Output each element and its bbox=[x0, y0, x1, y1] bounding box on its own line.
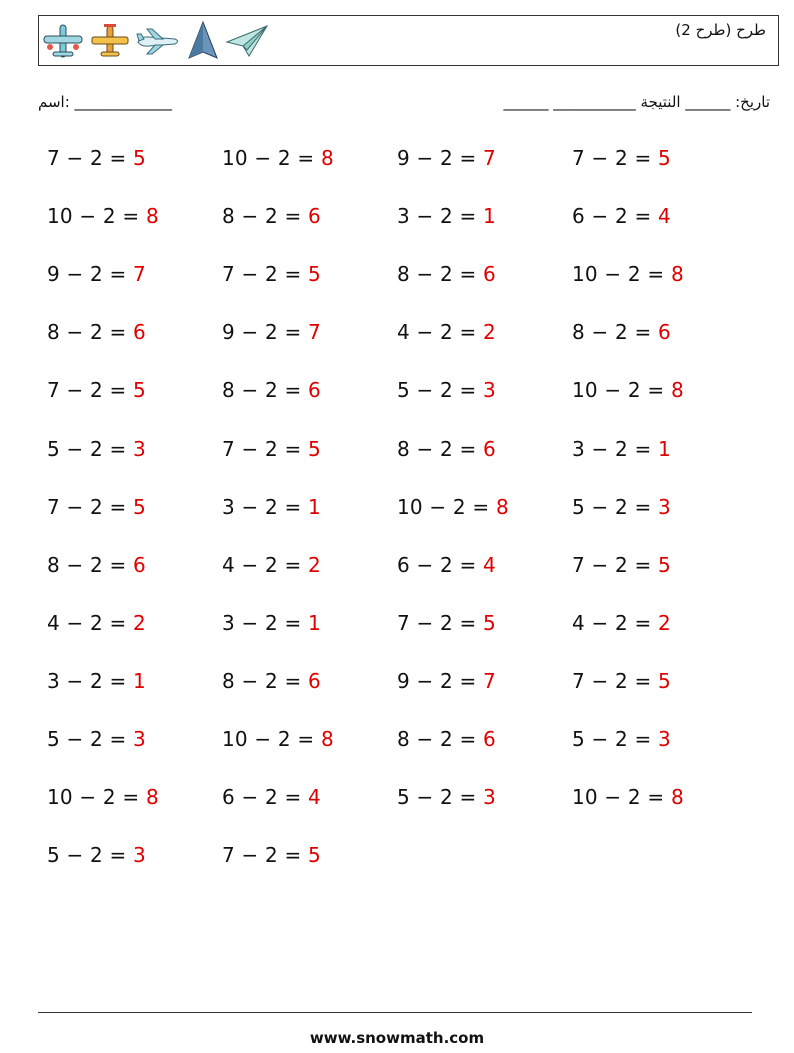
subtraction-problem bbox=[47, 553, 146, 577]
problem-answer: 6 bbox=[133, 320, 146, 345]
problem-answer: 5 bbox=[483, 610, 496, 635]
problem-expression: 3 − 2 = bbox=[572, 436, 652, 461]
problem-expression: 7 − 2 = bbox=[572, 552, 652, 577]
subtraction-problem bbox=[572, 727, 671, 751]
problem-expression: 8 − 2 = bbox=[397, 262, 477, 287]
problem-answer: 8 bbox=[145, 785, 159, 810]
subtraction-problem bbox=[397, 727, 496, 751]
problem-expression: 6 − 2 = bbox=[222, 785, 302, 810]
problem-expression: 3 − 2 = bbox=[222, 610, 302, 635]
problem-expression: 8 − 2 = bbox=[397, 436, 477, 461]
problem-expression: 6 − 2 = bbox=[572, 204, 652, 229]
subtraction-problem bbox=[222, 727, 334, 751]
problem-expression: 10 − 2 = bbox=[47, 204, 140, 229]
problem-expression: 8 − 2 = bbox=[47, 552, 127, 577]
footer-website: www.snowmath.com bbox=[309, 1029, 485, 1047]
problem-expression: 8 − 2 = bbox=[222, 378, 302, 403]
problem-expression: 5 − 2 = bbox=[572, 494, 652, 519]
problem-expression: 10 − 2 = bbox=[397, 494, 490, 519]
problem-answer: 8 bbox=[145, 204, 159, 229]
problem-expression: 7 − 2 = bbox=[222, 262, 302, 287]
stealth-jet-icon bbox=[186, 20, 220, 62]
problem-answer: 7 bbox=[483, 146, 496, 170]
subtraction-problem bbox=[222, 495, 321, 519]
problem-expression: 7 − 2 = bbox=[222, 436, 302, 461]
subtraction-problem bbox=[397, 611, 496, 635]
problem-answer: 5 bbox=[308, 262, 321, 287]
subtraction-problem bbox=[222, 146, 334, 170]
problem-expression: 10 − 2 = bbox=[47, 785, 140, 810]
subtraction-problem bbox=[47, 611, 146, 635]
date-score-field-label: تاريخ: ______ النتيجة ___________ ______ bbox=[503, 93, 770, 111]
problem-answer: 5 bbox=[658, 146, 671, 170]
problem-answer: 3 bbox=[133, 843, 146, 868]
jet-plane-icon bbox=[135, 22, 181, 60]
subtraction-problem bbox=[222, 553, 321, 577]
problem-answer: 5 bbox=[133, 378, 146, 403]
problem-answer: 1 bbox=[658, 436, 671, 461]
subtraction-problem bbox=[222, 785, 321, 809]
subtraction-problem bbox=[47, 727, 146, 751]
problem-answer: 8 bbox=[320, 146, 334, 170]
problem-answer: 6 bbox=[483, 262, 496, 287]
problem-expression: 8 − 2 = bbox=[572, 320, 652, 345]
problem-expression: 5 − 2 = bbox=[47, 436, 127, 461]
problem-expression: 8 − 2 = bbox=[222, 668, 302, 693]
problem-answer: 2 bbox=[483, 320, 496, 345]
subtraction-problem bbox=[572, 204, 671, 228]
problem-expression: 4 − 2 = bbox=[397, 320, 477, 345]
problem-answer: 3 bbox=[483, 378, 496, 403]
problem-answer: 6 bbox=[308, 204, 321, 229]
problem-expression: 3 − 2 = bbox=[222, 494, 302, 519]
problem-answer: 6 bbox=[483, 436, 496, 461]
problem-expression: 9 − 2 = bbox=[47, 262, 127, 287]
subtraction-problem bbox=[222, 262, 321, 286]
subtraction-problem bbox=[572, 320, 671, 344]
problem-expression: 7 − 2 = bbox=[47, 146, 127, 170]
subtraction-problem bbox=[397, 146, 496, 170]
subtraction-problem bbox=[47, 669, 146, 693]
worksheet-header bbox=[38, 15, 779, 66]
problem-answer: 3 bbox=[133, 727, 146, 751]
subtraction-problem bbox=[222, 437, 321, 461]
problem-answer: 6 bbox=[308, 378, 321, 403]
footer-divider bbox=[38, 1012, 752, 1013]
problem-expression: 5 − 2 = bbox=[397, 785, 477, 810]
subtraction-problem bbox=[47, 146, 146, 170]
problem-expression: 5 − 2 = bbox=[397, 378, 477, 403]
problem-expression: 10 − 2 = bbox=[572, 785, 665, 810]
problem-answer: 8 bbox=[670, 785, 684, 810]
problem-answer: 2 bbox=[133, 610, 146, 635]
problem-answer: 8 bbox=[495, 494, 509, 519]
problem-answer: 8 bbox=[670, 262, 684, 287]
problem-answer: 4 bbox=[483, 552, 496, 577]
subtraction-problem bbox=[222, 843, 321, 867]
problem-answer: 8 bbox=[320, 727, 334, 751]
problem-expression: 7 − 2 = bbox=[47, 378, 127, 403]
problem-answer: 3 bbox=[483, 785, 496, 810]
problem-expression: 4 − 2 = bbox=[222, 552, 302, 577]
problem-answer: 4 bbox=[308, 785, 321, 810]
subtraction-problem bbox=[47, 785, 159, 809]
problem-expression: 5 − 2 = bbox=[47, 727, 127, 751]
problem-answer: 3 bbox=[658, 494, 671, 519]
subtraction-problem bbox=[397, 204, 496, 228]
subtraction-problem bbox=[397, 437, 496, 461]
propeller-plane-icon bbox=[90, 22, 130, 60]
subtraction-problem bbox=[572, 495, 671, 519]
problem-expression: 8 − 2 = bbox=[222, 204, 302, 229]
plane-icon-strip bbox=[41, 20, 274, 62]
problem-answer: 5 bbox=[133, 494, 146, 519]
problem-expression: 3 − 2 = bbox=[47, 668, 127, 693]
problem-answer: 1 bbox=[308, 610, 321, 635]
subtraction-problem bbox=[572, 146, 671, 170]
subtraction-problem bbox=[397, 378, 496, 402]
subtraction-problem bbox=[47, 262, 146, 286]
subtraction-problem bbox=[47, 437, 146, 461]
problem-answer: 4 bbox=[658, 204, 671, 229]
problem-expression: 8 − 2 = bbox=[397, 727, 477, 751]
problem-answer: 2 bbox=[308, 552, 321, 577]
problem-expression: 10 − 2 = bbox=[572, 262, 665, 287]
problem-answer: 5 bbox=[308, 436, 321, 461]
problem-expression: 7 − 2 = bbox=[397, 610, 477, 635]
problem-answer: 5 bbox=[308, 843, 321, 868]
problem-answer: 1 bbox=[133, 668, 146, 693]
subtraction-problem bbox=[397, 553, 496, 577]
problem-expression: 4 − 2 = bbox=[572, 610, 652, 635]
subtraction-problem bbox=[47, 378, 146, 402]
subtraction-problem bbox=[397, 495, 509, 519]
problem-answer: 8 bbox=[670, 378, 684, 403]
subtraction-problem bbox=[572, 785, 684, 809]
name-field-label: اسم: _____________ bbox=[38, 93, 173, 111]
problem-answer: 7 bbox=[483, 668, 496, 693]
problem-expression: 7 − 2 = bbox=[47, 494, 127, 519]
paper-plane-icon bbox=[225, 22, 269, 60]
problem-expression: 9 − 2 = bbox=[222, 320, 302, 345]
problem-answer: 6 bbox=[483, 727, 496, 751]
problem-expression: 3 − 2 = bbox=[397, 204, 477, 229]
problem-expression: 9 − 2 = bbox=[397, 146, 477, 170]
problem-expression: 5 − 2 = bbox=[47, 843, 127, 868]
problem-expression: 5 − 2 = bbox=[572, 727, 652, 751]
subtraction-problem bbox=[222, 378, 321, 402]
problem-answer: 1 bbox=[308, 494, 321, 519]
problem-expression: 10 − 2 = bbox=[222, 727, 315, 751]
subtraction-problem bbox=[572, 611, 671, 635]
subtraction-problem bbox=[572, 669, 671, 693]
subtraction-problem bbox=[397, 320, 496, 344]
problem-expression: 4 − 2 = bbox=[47, 610, 127, 635]
subtraction-problem bbox=[397, 785, 496, 809]
problem-expression: 7 − 2 = bbox=[572, 146, 652, 170]
subtraction-problem bbox=[572, 378, 684, 402]
subtraction-problem bbox=[47, 843, 146, 867]
problem-answer: 7 bbox=[133, 262, 146, 287]
problem-answer: 6 bbox=[133, 552, 146, 577]
problem-expression: 7 − 2 = bbox=[572, 668, 652, 693]
problem-answer: 7 bbox=[308, 320, 321, 345]
problem-expression: 10 − 2 = bbox=[572, 378, 665, 403]
subtraction-problem bbox=[222, 611, 321, 635]
problem-expression: 6 − 2 = bbox=[397, 552, 477, 577]
subtraction-problem bbox=[397, 669, 496, 693]
problem-expression: 9 − 2 = bbox=[397, 668, 477, 693]
subtraction-problem bbox=[572, 553, 671, 577]
problem-answer: 5 bbox=[133, 146, 146, 170]
problem-answer: 6 bbox=[308, 668, 321, 693]
problem-answer: 2 bbox=[658, 610, 671, 635]
problem-answer: 6 bbox=[658, 320, 671, 345]
problem-answer: 5 bbox=[658, 552, 671, 577]
subtraction-problem bbox=[397, 262, 496, 286]
problem-answer: 3 bbox=[133, 436, 146, 461]
airplane-icon bbox=[41, 22, 85, 60]
problem-answer: 3 bbox=[658, 727, 671, 751]
problem-expression: 10 − 2 = bbox=[222, 146, 315, 170]
problem-answer: 5 bbox=[658, 668, 671, 693]
subtraction-problem bbox=[47, 204, 159, 228]
problem-expression: 8 − 2 = bbox=[47, 320, 127, 345]
subtraction-problem bbox=[222, 204, 321, 228]
subtraction-problem bbox=[222, 320, 321, 344]
problem-expression: 7 − 2 = bbox=[222, 843, 302, 868]
subtraction-problem bbox=[47, 495, 146, 519]
subtraction-problem bbox=[47, 320, 146, 344]
worksheet-title: طرح (طرح 2) bbox=[675, 21, 766, 39]
subtraction-problem bbox=[222, 669, 321, 693]
subtraction-problem bbox=[572, 262, 684, 286]
problem-answer: 1 bbox=[483, 204, 496, 229]
subtraction-problem bbox=[572, 437, 671, 461]
